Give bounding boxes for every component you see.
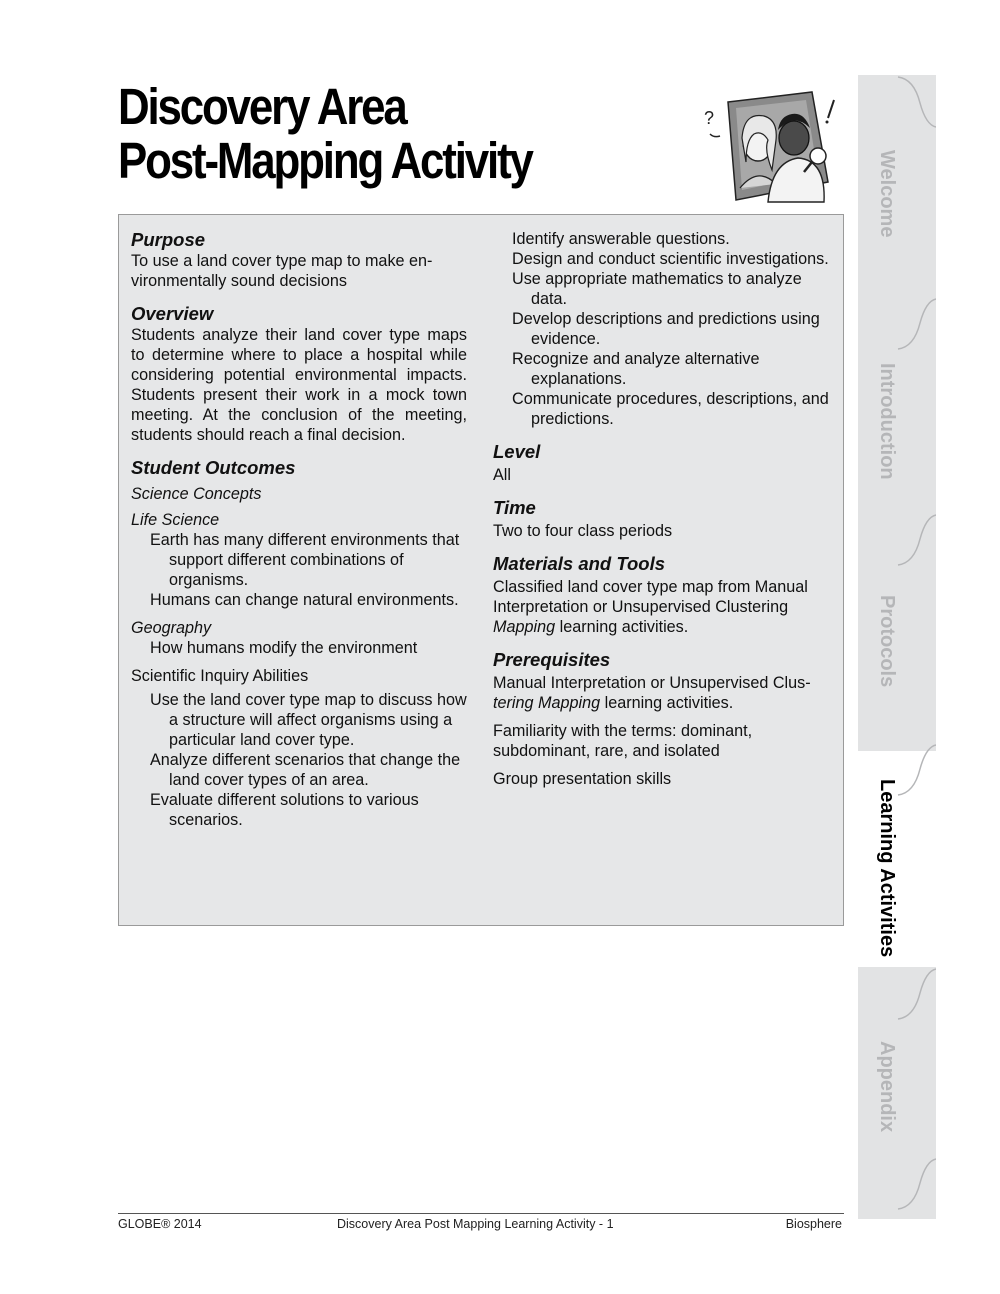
inquiry-item: Use appropriate mathematics to analyze data. <box>512 270 802 308</box>
tab-divider <box>896 743 936 797</box>
purpose-heading: Purpose <box>131 229 206 250</box>
footer-center: Discovery Area Post Mapping Learning Activity - 1 <box>337 1217 614 1231</box>
time-heading: Time <box>493 497 536 518</box>
prereq-text-a: Manual Interpretation or Unsupervised Clus- <box>493 674 811 692</box>
overview-heading: Overview <box>131 303 214 324</box>
title-line-1: Discovery Area <box>118 78 406 135</box>
tab-divider <box>896 1157 936 1211</box>
life-science-item: Earth has many different environments that support different combinations of organisms. <box>150 531 460 589</box>
inquiry-item: Communicate procedures, descriptions, and predictions. <box>512 390 829 428</box>
title-line-2: Post-Mapping Activity <box>118 132 532 189</box>
tab-appendix[interactable] <box>858 1041 936 1161</box>
prerequisites-text-2: Familiarity with the terms: dominant, subdominant, rare, and isolated <box>493 722 753 760</box>
inquiry-item: Analyze different scenarios that change the land cover types of an area. <box>150 751 461 789</box>
materials-heading: Materials and Tools <box>493 553 666 574</box>
inquiry-item: Recognize and analyze alternative explanations. <box>512 350 760 388</box>
life-science-item: Humans can change natural environments. <box>150 591 459 609</box>
tab-protocols[interactable] <box>858 595 936 755</box>
inquiry-item: Develop descriptions and predictions using evidence. <box>512 310 820 348</box>
science-concepts-label: Science Concepts <box>131 485 262 503</box>
tab-divider <box>896 967 936 1021</box>
tab-appendix-label: Appendix <box>876 1041 898 1133</box>
materials-text-c: learning activities. <box>555 618 689 636</box>
prerequisites-text <box>493 673 839 713</box>
tab-protocols-label: Protocols <box>876 595 898 688</box>
inquiry-item: Evaluate different solutions to various scenarios. <box>150 791 419 829</box>
inquiry-item: Design and conduct scientific investigations. <box>512 250 829 268</box>
prereq-text-italic: tering Mapping <box>493 694 601 712</box>
section-tabs-sidebar <box>858 75 936 1219</box>
page-title <box>118 80 532 188</box>
inquiry-item: Identify answerable questions. <box>512 230 730 248</box>
life-science-label: Life Science <box>131 511 220 529</box>
student-outcomes-heading: Student Outcomes <box>131 457 296 478</box>
footer-right: Biosphere <box>785 1217 842 1231</box>
level-text: All <box>493 466 511 484</box>
svg-text:?: ? <box>704 108 715 128</box>
left-column <box>131 229 467 830</box>
materials-text-italic: Mapping <box>493 618 556 636</box>
footer-left: GLOBE® 2014 <box>118 1217 202 1231</box>
right-column <box>493 229 839 789</box>
tab-learning-activities-label: Learning Activities <box>876 779 898 958</box>
inquiry-label: Scientific Inquiry Abilities <box>131 667 309 685</box>
prerequisites-heading: Prerequisites <box>493 649 611 670</box>
prereq-text-c: learning activities. <box>600 694 734 712</box>
materials-text-a: Classified land cover type map from Manual Interpretation or Unsupervised Clustering <box>493 578 808 616</box>
purpose-text: To use a land cover type map to make en-vironmentally sound decisions <box>131 252 433 290</box>
overview-text: Students analyze their land cover type maps to determine where to place a hospital while considering potential environmental impacts. Students present their work in a mock town meeting. At the conclusion of the meeting, students should reach a final decision. <box>131 326 467 444</box>
tab-welcome-label: Welcome <box>876 150 898 238</box>
materials-text <box>493 577 839 637</box>
tab-divider <box>896 297 936 351</box>
students-illustration <box>700 90 840 206</box>
footer-rule <box>118 1213 844 1214</box>
activity-summary-box <box>118 214 844 926</box>
tab-divider <box>896 513 936 567</box>
inquiry-item: Use the land cover type map to discuss how a structure will affect organisms using a particular land cover type. <box>150 691 467 749</box>
tab-welcome[interactable] <box>858 150 936 310</box>
geography-label: Geography <box>131 619 212 637</box>
time-text: Two to four class periods <box>493 522 673 540</box>
prerequisites-text-3: Group presentation skills <box>493 770 672 788</box>
tab-introduction[interactable] <box>858 363 936 523</box>
tab-divider <box>896 75 936 129</box>
level-heading: Level <box>493 441 541 462</box>
tab-introduction-label: Introduction <box>876 363 898 480</box>
geography-item: How humans modify the environment <box>150 639 418 657</box>
